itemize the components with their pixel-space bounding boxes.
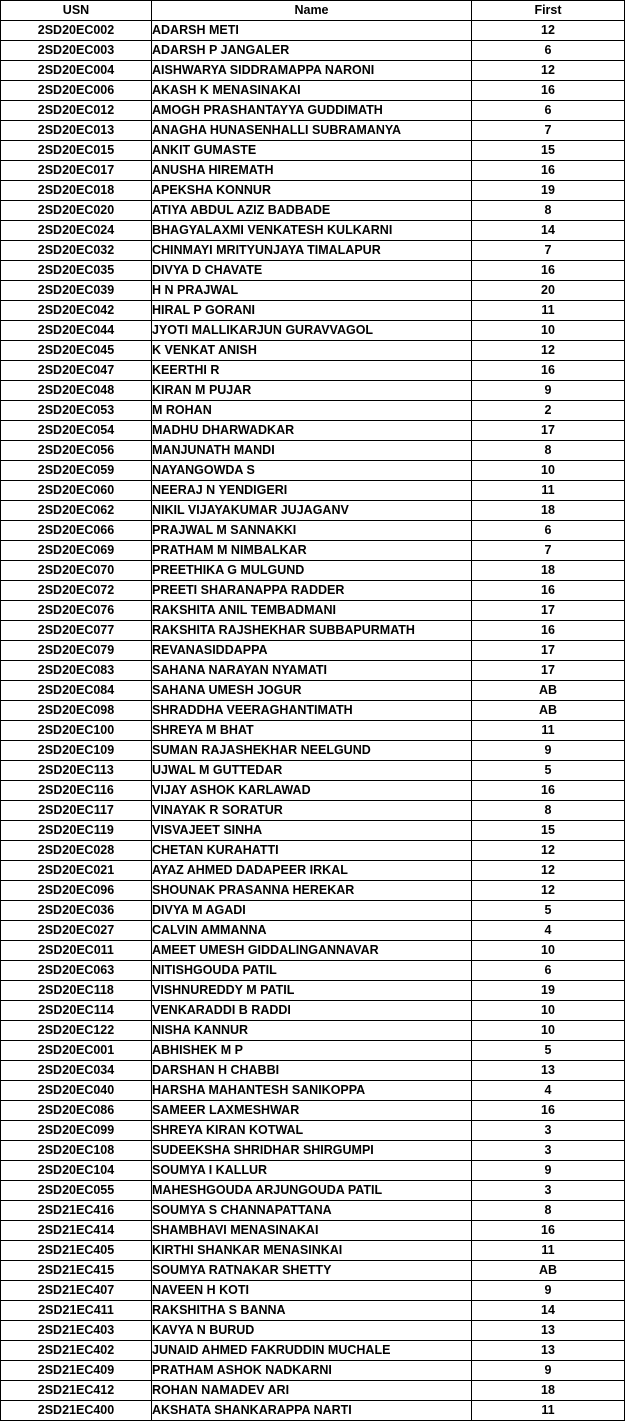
name-cell: NISHA KANNUR: [152, 1021, 472, 1041]
table-row: [1, 981, 625, 1001]
first-mark-cell: 14: [472, 221, 625, 241]
usn-cell: 2SD21EC400: [1, 1401, 152, 1421]
first-mark-cell: 12: [472, 21, 625, 41]
table-row: [1, 1301, 625, 1321]
table-row: [1, 941, 625, 961]
usn-cell: 2SD20EC035: [1, 261, 152, 281]
table-row: [1, 841, 625, 861]
usn-cell: 2SD20EC020: [1, 201, 152, 221]
table-row: [1, 441, 625, 461]
table-row: [1, 161, 625, 181]
table-row: [1, 801, 625, 821]
usn-cell: 2SD20EC018: [1, 181, 152, 201]
name-cell: SOUMYA RATNAKAR SHETTY: [152, 1261, 472, 1281]
table-row: [1, 21, 625, 41]
usn-cell: 2SD20EC047: [1, 361, 152, 381]
first-mark-cell: 13: [472, 1341, 625, 1361]
name-cell: VIJAY ASHOK KARLAWAD: [152, 781, 472, 801]
first-mark-cell: 16: [472, 1101, 625, 1121]
first-mark-cell: 16: [472, 81, 625, 101]
usn-cell: 2SD20EC086: [1, 1101, 152, 1121]
name-cell: JUNAID AHMED FAKRUDDIN MUCHALE: [152, 1341, 472, 1361]
first-mark-cell: 12: [472, 341, 625, 361]
usn-cell: 2SD20EC044: [1, 321, 152, 341]
first-mark-cell: 9: [472, 1161, 625, 1181]
table-row: [1, 1101, 625, 1121]
table-row: [1, 261, 625, 281]
first-mark-cell: 19: [472, 981, 625, 1001]
table-row: [1, 61, 625, 81]
usn-cell: 2SD20EC042: [1, 301, 152, 321]
usn-cell: 2SD20EC084: [1, 681, 152, 701]
name-cell: AMOGH PRASHANTAYYA GUDDIMATH: [152, 101, 472, 121]
table-row: [1, 761, 625, 781]
first-mark-cell: 17: [472, 641, 625, 661]
table-row: [1, 601, 625, 621]
name-cell: PRATHAM ASHOK NADKARNI: [152, 1361, 472, 1381]
usn-cell: 2SD20EC024: [1, 221, 152, 241]
name-cell: PREETHIKA G MULGUND: [152, 561, 472, 581]
first-mark-cell: 12: [472, 861, 625, 881]
table-row: [1, 1061, 625, 1081]
first-mark-cell: 11: [472, 301, 625, 321]
first-mark-cell: 20: [472, 281, 625, 301]
usn-cell: 2SD20EC108: [1, 1141, 152, 1161]
name-cell: APEKSHA KONNUR: [152, 181, 472, 201]
usn-cell: 2SD20EC001: [1, 1041, 152, 1061]
name-cell: ATIYA ABDUL AZIZ BADBADE: [152, 201, 472, 221]
name-cell: CHINMAYI MRITYUNJAYA TIMALAPUR: [152, 241, 472, 261]
name-cell: AISHWARYA SIDDRAMAPPA NARONI: [152, 61, 472, 81]
table-row: [1, 1181, 625, 1201]
usn-cell: 2SD21EC407: [1, 1281, 152, 1301]
table-row: [1, 221, 625, 241]
usn-cell: 2SD20EC114: [1, 1001, 152, 1021]
name-cell: ANAGHA HUNASENHALLI SUBRAMANYA: [152, 121, 472, 141]
table-row: [1, 1221, 625, 1241]
name-cell: SAMEER LAXMESHWAR: [152, 1101, 472, 1121]
table-row: [1, 41, 625, 61]
name-cell: PRATHAM M NIMBALKAR: [152, 541, 472, 561]
first-mark-cell: 6: [472, 521, 625, 541]
name-cell: ROHAN NAMADEV ARI: [152, 1381, 472, 1401]
first-mark-cell: 11: [472, 1241, 625, 1261]
table-row: [1, 241, 625, 261]
first-mark-cell: 18: [472, 561, 625, 581]
usn-cell: 2SD20EC066: [1, 521, 152, 541]
first-mark-cell: 10: [472, 321, 625, 341]
table-row: [1, 281, 625, 301]
first-mark-cell: 11: [472, 481, 625, 501]
name-cell: REVANASIDDAPPA: [152, 641, 472, 661]
usn-cell: 2SD20EC077: [1, 621, 152, 641]
usn-cell: 2SD20EC048: [1, 381, 152, 401]
usn-cell: 2SD20EC069: [1, 541, 152, 561]
table-row: [1, 581, 625, 601]
first-mark-cell: 9: [472, 381, 625, 401]
usn-cell: 2SD20EC036: [1, 901, 152, 921]
usn-cell: 2SD20EC012: [1, 101, 152, 121]
usn-cell: 2SD20EC054: [1, 421, 152, 441]
usn-cell: 2SD20EC062: [1, 501, 152, 521]
name-cell: ANKIT GUMASTE: [152, 141, 472, 161]
table-row: [1, 321, 625, 341]
table-row: [1, 741, 625, 761]
table-row: [1, 881, 625, 901]
usn-cell: 2SD20EC004: [1, 61, 152, 81]
usn-cell: 2SD20EC070: [1, 561, 152, 581]
name-cell: NAVEEN H KOTI: [152, 1281, 472, 1301]
usn-cell: 2SD20EC113: [1, 761, 152, 781]
usn-cell: 2SD21EC403: [1, 1321, 152, 1341]
table-row: [1, 781, 625, 801]
name-cell: AMEET UMESH GIDDALINGANNAVAR: [152, 941, 472, 961]
usn-cell: 2SD20EC003: [1, 41, 152, 61]
name-cell: PREETI SHARANAPPA RADDER: [152, 581, 472, 601]
name-cell: MAHESHGOUDA ARJUNGOUDA PATIL: [152, 1181, 472, 1201]
table-row: [1, 1381, 625, 1401]
first-mark-cell: AB: [472, 1261, 625, 1281]
usn-cell: 2SD20EC118: [1, 981, 152, 1001]
table-row: [1, 181, 625, 201]
usn-cell: 2SD20EC039: [1, 281, 152, 301]
table-row: [1, 1201, 625, 1221]
first-mark-cell: 6: [472, 101, 625, 121]
usn-cell: 2SD20EC100: [1, 721, 152, 741]
name-cell: HIRAL P GORANI: [152, 301, 472, 321]
first-mark-cell: 10: [472, 461, 625, 481]
table-row: [1, 1361, 625, 1381]
name-cell: UJWAL M GUTTEDAR: [152, 761, 472, 781]
first-mark-cell: 5: [472, 761, 625, 781]
name-cell: RAKSHITHA S BANNA: [152, 1301, 472, 1321]
first-mark-cell: 8: [472, 441, 625, 461]
first-mark-cell: 4: [472, 1081, 625, 1101]
first-mark-cell: 16: [472, 781, 625, 801]
table-row: [1, 381, 625, 401]
name-cell: SAHANA NARAYAN NYAMATI: [152, 661, 472, 681]
name-cell: SHREYA M BHAT: [152, 721, 472, 741]
table-row: [1, 1021, 625, 1041]
usn-cell: 2SD20EC027: [1, 921, 152, 941]
name-cell: H N PRAJWAL: [152, 281, 472, 301]
first-mark-cell: 13: [472, 1061, 625, 1081]
name-cell: MANJUNATH MANDI: [152, 441, 472, 461]
usn-cell: 2SD21EC402: [1, 1341, 152, 1361]
usn-cell: 2SD20EC060: [1, 481, 152, 501]
name-cell: VINAYAK R SORATUR: [152, 801, 472, 821]
usn-cell: 2SD20EC053: [1, 401, 152, 421]
name-cell: AKSHATA SHANKARAPPA NARTI: [152, 1401, 472, 1421]
first-mark-cell: 16: [472, 581, 625, 601]
usn-cell: 2SD20EC017: [1, 161, 152, 181]
usn-cell: 2SD20EC122: [1, 1021, 152, 1041]
name-cell: KAVYA N BURUD: [152, 1321, 472, 1341]
header-row: [1, 1, 625, 21]
first-mark-cell: 16: [472, 361, 625, 381]
first-mark-cell: 3: [472, 1141, 625, 1161]
first-mark-cell: 16: [472, 161, 625, 181]
first-mark-cell: 8: [472, 1201, 625, 1221]
first-mark-cell: 15: [472, 141, 625, 161]
usn-cell: 2SD21EC412: [1, 1381, 152, 1401]
first-mark-cell: 9: [472, 741, 625, 761]
table-row: [1, 681, 625, 701]
table-row: [1, 121, 625, 141]
usn-cell: 2SD20EC099: [1, 1121, 152, 1141]
name-cell: DIVYA M AGADI: [152, 901, 472, 921]
table-row: [1, 541, 625, 561]
usn-cell: 2SD20EC032: [1, 241, 152, 261]
name-cell: AKASH K MENASINAKAI: [152, 81, 472, 101]
usn-cell: 2SD20EC045: [1, 341, 152, 361]
first-mark-cell: 12: [472, 61, 625, 81]
first-mark-cell: 11: [472, 1401, 625, 1421]
table-row: [1, 961, 625, 981]
name-cell: ADARSH METI: [152, 21, 472, 41]
usn-cell: 2SD21EC415: [1, 1261, 152, 1281]
first-mark-cell: 3: [472, 1121, 625, 1141]
first-mark-cell: 12: [472, 881, 625, 901]
usn-column-header: USN: [1, 1, 152, 21]
name-cell: PRAJWAL M SANNAKKI: [152, 521, 472, 541]
usn-cell: 2SD20EC013: [1, 121, 152, 141]
table-row: [1, 401, 625, 421]
name-cell: SHOUNAK PRASANNA HEREKAR: [152, 881, 472, 901]
name-cell: RAKSHITA ANIL TEMBADMANI: [152, 601, 472, 621]
table-row: [1, 101, 625, 121]
table-row: [1, 1241, 625, 1261]
first-mark-cell: AB: [472, 681, 625, 701]
first-mark-cell: AB: [472, 701, 625, 721]
table-row: [1, 481, 625, 501]
table-row: [1, 1001, 625, 1021]
first-mark-cell: 3: [472, 1181, 625, 1201]
first-mark-cell: 2: [472, 401, 625, 421]
usn-cell: 2SD21EC411: [1, 1301, 152, 1321]
table-row: [1, 341, 625, 361]
name-cell: CHETAN KURAHATTI: [152, 841, 472, 861]
name-cell: ABHISHEK M P: [152, 1041, 472, 1061]
name-cell: VISVAJEET SINHA: [152, 821, 472, 841]
first-mark-cell: 12: [472, 841, 625, 861]
table-row: [1, 641, 625, 661]
name-cell: DIVYA D CHAVATE: [152, 261, 472, 281]
table-header: [1, 1, 625, 21]
name-cell: KEERTHI R: [152, 361, 472, 381]
usn-cell: 2SD20EC002: [1, 21, 152, 41]
first-mark-cell: 18: [472, 1381, 625, 1401]
name-cell: CALVIN AMMANNA: [152, 921, 472, 941]
first-mark-cell: 10: [472, 1001, 625, 1021]
usn-cell: 2SD21EC416: [1, 1201, 152, 1221]
table-row: [1, 361, 625, 381]
usn-cell: 2SD20EC083: [1, 661, 152, 681]
name-cell: SOUMYA I KALLUR: [152, 1161, 472, 1181]
first-mark-cell: 9: [472, 1361, 625, 1381]
name-cell: RAKSHITA RAJSHEKHAR SUBBAPURMATH: [152, 621, 472, 641]
first-mark-cell: 10: [472, 941, 625, 961]
usn-cell: 2SD20EC011: [1, 941, 152, 961]
name-cell: AYAZ AHMED DADAPEER IRKAL: [152, 861, 472, 881]
table-row: [1, 201, 625, 221]
table-row: [1, 1041, 625, 1061]
name-cell: SHAMBHAVI MENASINAKAI: [152, 1221, 472, 1241]
usn-cell: 2SD21EC405: [1, 1241, 152, 1261]
usn-cell: 2SD20EC076: [1, 601, 152, 621]
name-cell: DARSHAN H CHABBI: [152, 1061, 472, 1081]
usn-cell: 2SD20EC006: [1, 81, 152, 101]
table-row: [1, 1081, 625, 1101]
table-body: [1, 21, 625, 1421]
usn-cell: 2SD20EC015: [1, 141, 152, 161]
usn-cell: 2SD20EC040: [1, 1081, 152, 1101]
name-cell: NITISHGOUDA PATIL: [152, 961, 472, 981]
name-cell: SOUMYA S CHANNAPATTANA: [152, 1201, 472, 1221]
name-cell: VISHNUREDDY M PATIL: [152, 981, 472, 1001]
table-row: [1, 421, 625, 441]
first-mark-cell: 7: [472, 121, 625, 141]
table-row: [1, 1321, 625, 1341]
usn-cell: 2SD20EC098: [1, 701, 152, 721]
first-mark-cell: 16: [472, 621, 625, 641]
name-cell: SHREYA KIRAN KOTWAL: [152, 1121, 472, 1141]
first-mark-cell: 6: [472, 41, 625, 61]
first-mark-cell: 8: [472, 801, 625, 821]
first-mark-cell: 16: [472, 1221, 625, 1241]
first-mark-cell: 19: [472, 181, 625, 201]
first-column-header: First: [472, 1, 625, 21]
table-row: [1, 1141, 625, 1161]
first-mark-cell: 14: [472, 1301, 625, 1321]
usn-cell: 2SD20EC119: [1, 821, 152, 841]
name-cell: VENKARADDI B RADDI: [152, 1001, 472, 1021]
usn-cell: 2SD20EC117: [1, 801, 152, 821]
first-mark-cell: 5: [472, 901, 625, 921]
name-cell: BHAGYALAXMI VENKATESH KULKARNI: [152, 221, 472, 241]
name-cell: ADARSH P JANGALER: [152, 41, 472, 61]
name-cell: KIRTHI SHANKAR MENASINKAI: [152, 1241, 472, 1261]
name-cell: NAYANGOWDA S: [152, 461, 472, 481]
name-cell: JYOTI MALLIKARJUN GURAVVAGOL: [152, 321, 472, 341]
table-row: [1, 621, 625, 641]
usn-cell: 2SD20EC079: [1, 641, 152, 661]
name-cell: SAHANA UMESH JOGUR: [152, 681, 472, 701]
first-mark-cell: 9: [472, 1281, 625, 1301]
table-row: [1, 301, 625, 321]
usn-cell: 2SD20EC104: [1, 1161, 152, 1181]
first-mark-cell: 17: [472, 601, 625, 621]
usn-cell: 2SD20EC059: [1, 461, 152, 481]
usn-cell: 2SD20EC116: [1, 781, 152, 801]
table-row: [1, 901, 625, 921]
first-mark-cell: 15: [472, 821, 625, 841]
usn-cell: 2SD21EC409: [1, 1361, 152, 1381]
table-row: [1, 141, 625, 161]
first-mark-cell: 18: [472, 501, 625, 521]
name-cell: SHRADDHA VEERAGHANTIMATH: [152, 701, 472, 721]
table-row: [1, 721, 625, 741]
name-cell: ANUSHA HIREMATH: [152, 161, 472, 181]
table-row: [1, 521, 625, 541]
name-column-header: Name: [152, 1, 472, 21]
first-mark-cell: 8: [472, 201, 625, 221]
usn-cell: 2SD20EC034: [1, 1061, 152, 1081]
usn-cell: 2SD20EC096: [1, 881, 152, 901]
usn-cell: 2SD20EC055: [1, 1181, 152, 1201]
first-mark-cell: 7: [472, 241, 625, 261]
first-mark-cell: 13: [472, 1321, 625, 1341]
table-row: [1, 921, 625, 941]
usn-cell: 2SD20EC063: [1, 961, 152, 981]
usn-cell: 2SD21EC414: [1, 1221, 152, 1241]
name-cell: SUMAN RAJASHEKHAR NEELGUND: [152, 741, 472, 761]
first-mark-cell: 7: [472, 541, 625, 561]
first-mark-cell: 6: [472, 961, 625, 981]
table-row: [1, 1341, 625, 1361]
usn-cell: 2SD20EC021: [1, 861, 152, 881]
first-mark-cell: 17: [472, 421, 625, 441]
first-mark-cell: 5: [472, 1041, 625, 1061]
name-cell: NIKIL VIJAYAKUMAR JUJAGANV: [152, 501, 472, 521]
first-mark-cell: 16: [472, 261, 625, 281]
usn-cell: 2SD20EC109: [1, 741, 152, 761]
table-row: [1, 1401, 625, 1421]
name-cell: SUDEEKSHA SHRIDHAR SHIRGUMPI: [152, 1141, 472, 1161]
name-cell: KIRAN M PUJAR: [152, 381, 472, 401]
name-cell: MADHU DHARWADKAR: [152, 421, 472, 441]
first-mark-cell: 17: [472, 661, 625, 681]
first-mark-cell: 10: [472, 1021, 625, 1041]
table-row: [1, 461, 625, 481]
usn-cell: 2SD20EC028: [1, 841, 152, 861]
first-mark-cell: 4: [472, 921, 625, 941]
table-row: [1, 501, 625, 521]
name-cell: HARSHA MAHANTESH SANIKOPPA: [152, 1081, 472, 1101]
usn-cell: 2SD20EC072: [1, 581, 152, 601]
table-row: [1, 661, 625, 681]
table-row: [1, 701, 625, 721]
name-cell: M ROHAN: [152, 401, 472, 421]
name-cell: NEERAJ N YENDIGERI: [152, 481, 472, 501]
name-cell: K VENKAT ANISH: [152, 341, 472, 361]
table-row: [1, 1281, 625, 1301]
usn-cell: 2SD20EC056: [1, 441, 152, 461]
table-row: [1, 1161, 625, 1181]
table-row: [1, 821, 625, 841]
table-row: [1, 81, 625, 101]
first-mark-cell: 11: [472, 721, 625, 741]
table-row: [1, 1121, 625, 1141]
table-row: [1, 1261, 625, 1281]
table-row: [1, 861, 625, 881]
table-row: [1, 561, 625, 581]
